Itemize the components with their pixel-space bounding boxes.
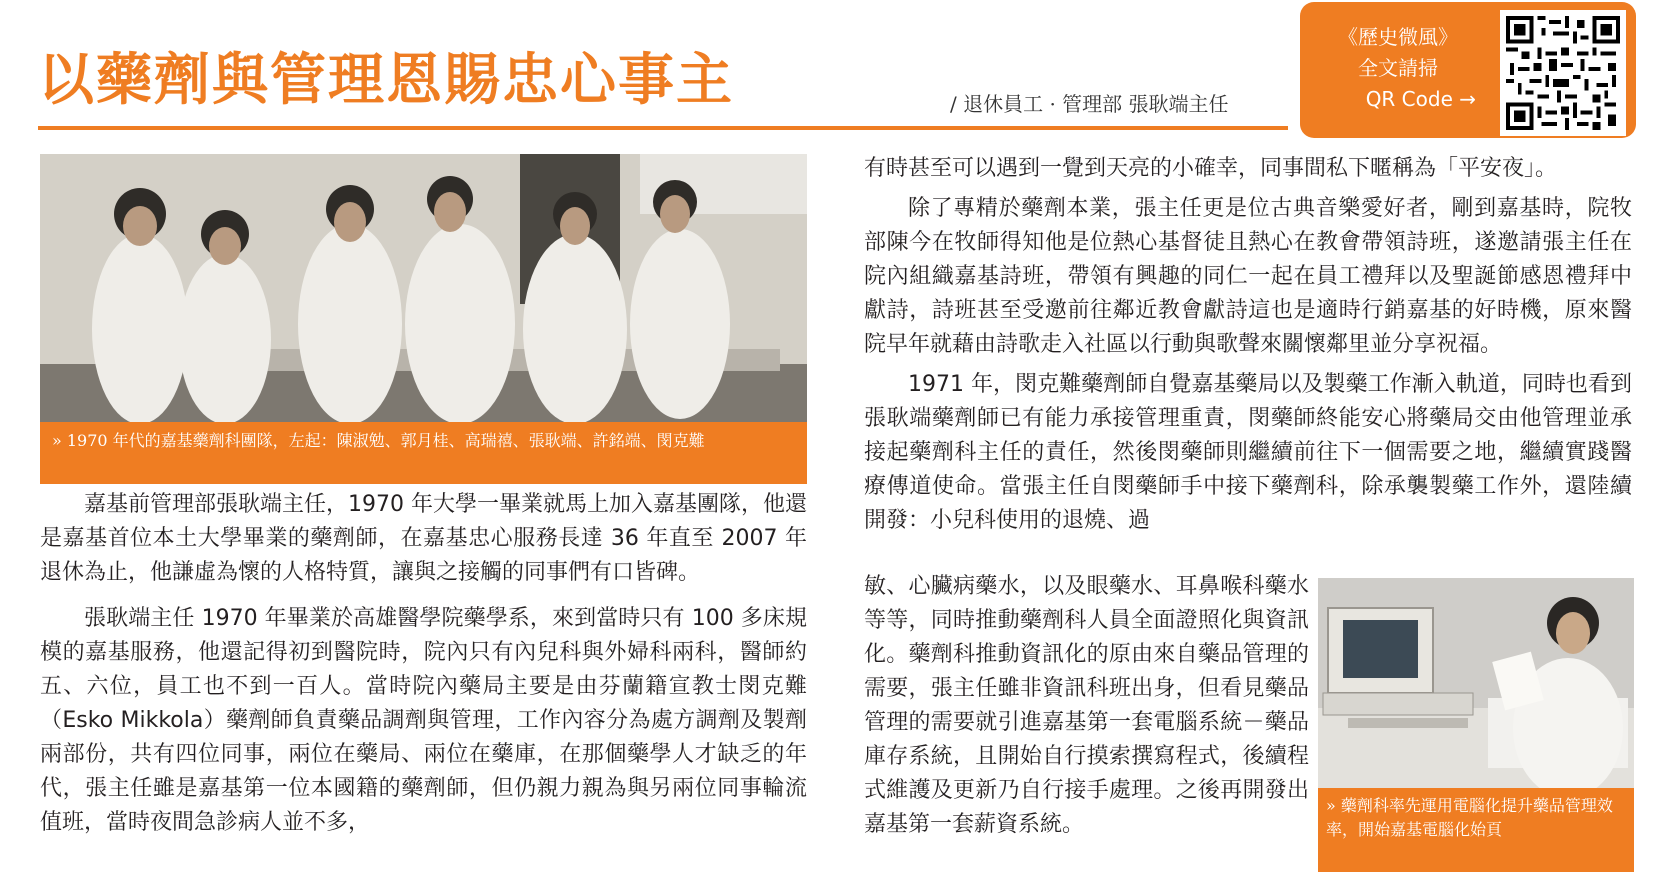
qr-code-icon — [1506, 16, 1620, 130]
wrapped-paragraph: 敏、心臟病藥水，以及眼藥水、耳鼻喉科藥水等等，同時推動藥劑科人員全面證照化與資訊化。藥劑科推動資訊化的原由來自藥品管理的需要，張主任雖非資訊科班出身，但看見藥品管理的需要就引進嘉基第一套電腦系統－藥品庫存系統，且開始自行摸索撰寫程式，後續程式維護及更新乃自行接手處理。之後再開發出嘉基第一套薪資系統。 — [864, 574, 1309, 837]
computer-photo-image — [1318, 578, 1634, 788]
paragraph: 張耿端主任 1970 年畢業於高雄醫學院藥學系，來到當時只有 100 多床規模的嘉基服務，他還記得初到醫院時，院內只有內兒科與外婦科兩科，醫師約五、六位，員工也不到一百人。當時院內藥局主要是由芬蘭籍宣教士閔克難（Esko Mikkola）藥劑師負責藥品調劑與管理，工作內容分為處方調劑及製劑兩部份，共有四位同事，兩位在藥局、兩位在藥庫，在那個藥學人才缺乏的年代，張主任雖是嘉基第一位本國籍的藥劑師，但仍親力親為與另兩位同事輪流值班，當時夜間急診病人並不多， — [40, 606, 807, 835]
title-underline — [38, 126, 1288, 130]
qr-prompt-line1: 《歷史微風》 — [1338, 25, 1458, 49]
team-photo-caption: » 1970 年代的嘉基藥劑科團隊，左起：陳淑勉、郭月桂、高瑞禧、張耿端、許銘端、閔克難 — [40, 422, 807, 484]
qr-code[interactable] — [1500, 10, 1626, 136]
qr-prompt — [1318, 22, 1478, 115]
article-title: 以藥劑與管理恩賜忠心事主 — [38, 48, 734, 113]
computer-photo-caption: » 藥劑科率先運用電腦化提升藥品管理效率，開始嘉基電腦化始頁 — [1318, 788, 1634, 872]
qr-prompt-line3: QR Code → — [1365, 87, 1476, 111]
right-column — [864, 152, 1632, 544]
qr-panel — [1300, 2, 1636, 138]
computer-photo — [1318, 578, 1634, 788]
author-byline: / 退休員工 · 管理部 張耿端主任 — [950, 92, 1229, 116]
paragraph: 嘉基前管理部張耿端主任，1970 年大學一畢業就馬上加入嘉基團隊，他還是嘉基首位本土大學畢業的藥劑師，在嘉基忠心服務長達 36 年直至 2007 年退休為止，他謙虛為懷的人格特質，讓與之接觸的同事們有口皆碑。 — [40, 492, 807, 585]
team-photo — [40, 154, 807, 422]
left-column — [40, 488, 807, 840]
paragraph: 1971 年，閔克難藥劑師自覺嘉基藥局以及製藥工作漸入軌道，同時也看到張耿端藥劑師已有能力承接管理重責，閔藥師終能安心將藥局交由他管理並承接起藥劑科主任的責任，然後閔藥師則繼續前往下一個需要之地，繼續實踐醫療傳道使命。當張主任自閔藥師手中接下藥劑科，除承襲製藥工作外，還陸續開發：小兒科使用的退燒、過 — [864, 372, 1632, 533]
qr-prompt-line2: 全文請掃 — [1358, 56, 1438, 80]
team-photo-image — [40, 154, 807, 422]
paragraph: 除了專精於藥劑本業，張主任更是位古典音樂愛好者，剛到嘉基時，院牧部陳今在牧師得知他是位熱心基督徒且熱心在教會帶領詩班，遂邀請張主任在院內組織嘉基詩班，帶領有興趣的同仁一起在員工禮拜以及聖誕節感恩禮拜中獻詩，詩班甚至受邀前往鄰近教會獻詩這也是適時行銷嘉基的好時機，原來醫院早年就藉由詩歌走入社區以行動與歌聲來關懷鄰里並分享祝福。 — [864, 196, 1632, 357]
paragraph: 有時甚至可以遇到一覺到天亮的小確幸，同事間私下暱稱為「平安夜」。 — [864, 156, 1558, 181]
